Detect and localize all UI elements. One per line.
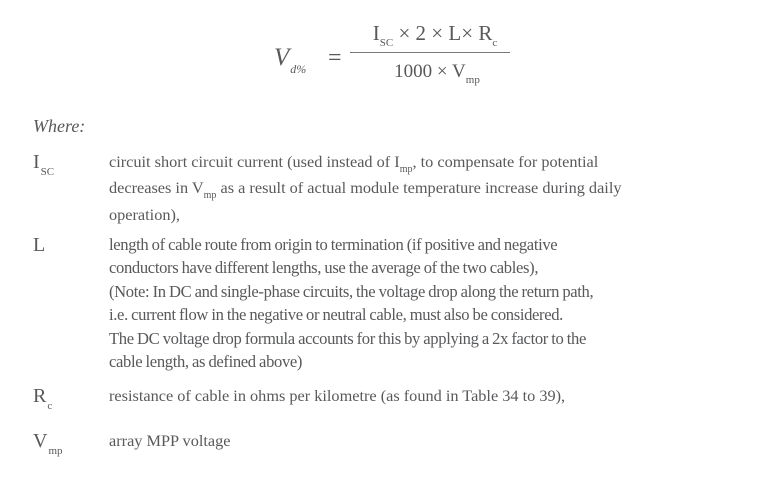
subscript: mp xyxy=(203,190,217,202)
rc-symbol: R xyxy=(478,21,493,45)
lhs-symbol: V xyxy=(274,44,290,71)
text-line: cable length, as defined above) xyxy=(109,352,303,372)
lhs-subscript: d% xyxy=(290,62,307,76)
formula-numerator xyxy=(350,18,510,48)
text-line: length of cable route from origin to termination (if positive and negative xyxy=(109,235,558,254)
fraction-bar xyxy=(350,52,510,53)
equals-sign: = xyxy=(328,45,342,71)
definition-symbol xyxy=(33,150,54,177)
symbol-main: I xyxy=(33,151,40,173)
text: , to compensate for potential xyxy=(412,152,599,171)
formula-lhs xyxy=(274,44,307,76)
definition-symbol xyxy=(33,429,63,456)
text: as a result of actual module temperature increase during daily xyxy=(216,178,622,198)
isc-symbol: I xyxy=(372,21,380,45)
symbol-main: V xyxy=(33,430,48,452)
l-symbol: L xyxy=(448,21,462,45)
multiply-two: × 2 × xyxy=(393,21,449,45)
voltage-drop-formula xyxy=(270,18,510,98)
isc-subscript: SC xyxy=(379,37,394,49)
text-line: The DC voltage drop formula accounts for this by applying a 2x factor to the xyxy=(109,328,586,348)
definition-symbol xyxy=(33,384,52,411)
definition-text: resistance of cable in ohms per kilometre (as found in Table 34 to 39), xyxy=(109,386,566,405)
text-line: conductors have different lengths, use the average of the two cables), xyxy=(109,258,539,278)
denominator-text: 1000 × V xyxy=(394,61,466,82)
definition-symbol xyxy=(33,233,45,257)
definition-text: array MPP voltage xyxy=(109,431,231,450)
formula-fraction xyxy=(350,18,510,87)
vmp-subscript: mp xyxy=(465,74,480,86)
definition-text xyxy=(109,150,768,226)
multiply-sign: × xyxy=(461,21,479,45)
text: operation), xyxy=(109,204,180,224)
symbol-subscript: SC xyxy=(40,166,55,178)
rc-subscript: c xyxy=(492,37,498,49)
symbol-main: R xyxy=(33,385,47,407)
symbol-subscript: c xyxy=(47,400,53,412)
text: circuit short circuit current (used instead of I xyxy=(109,152,400,171)
text-line: i.e. current flow in the negative or neutral cable, must also be considered. xyxy=(109,305,563,325)
where-label: Where: xyxy=(33,116,86,136)
symbol-subscript: mp xyxy=(48,445,63,457)
text-line: (Note: In DC and single-phase circuits, the voltage drop along the return path, xyxy=(109,281,594,301)
definition-text xyxy=(109,233,768,373)
text: decreases in V xyxy=(109,178,204,198)
subscript: mp xyxy=(399,164,413,175)
formula-denominator xyxy=(350,59,510,87)
symbol-main: L xyxy=(33,234,46,256)
